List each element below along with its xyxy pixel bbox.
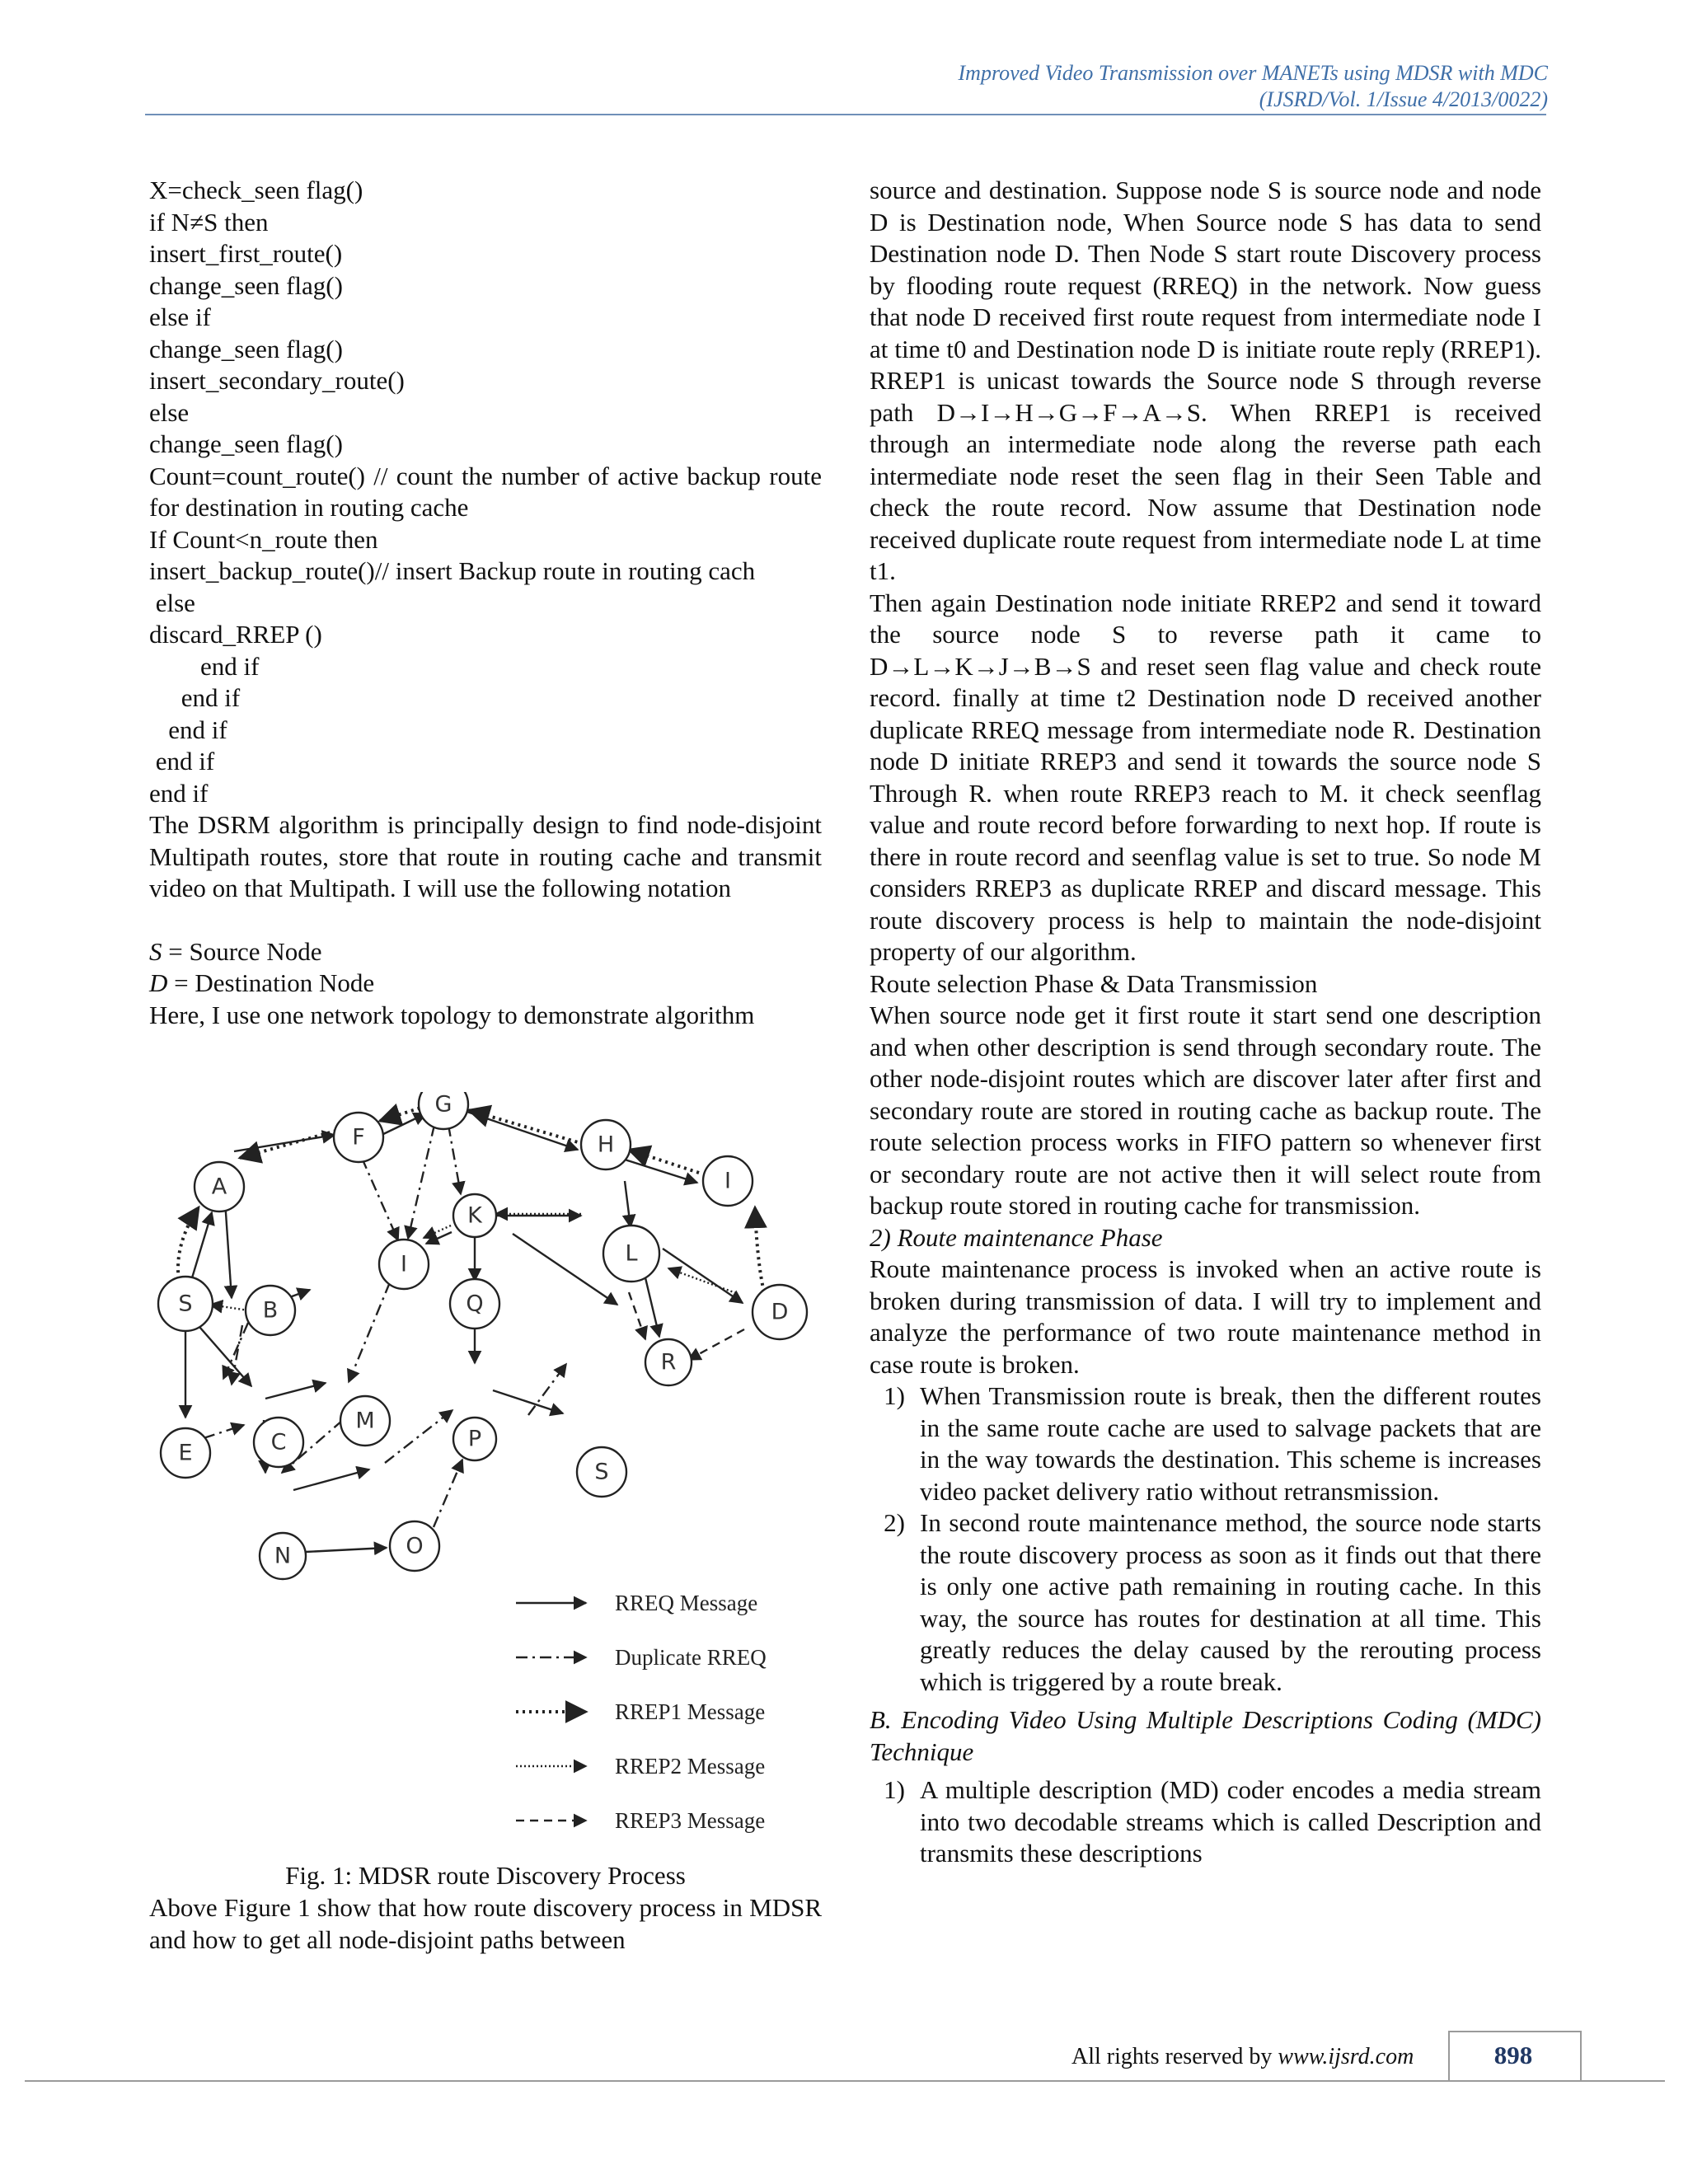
node-o [390, 1521, 439, 1571]
code-line: end if [149, 747, 215, 776]
code-line: X=check_seen flag() [149, 176, 363, 204]
node-s-source [158, 1277, 213, 1331]
svg-text:Q: Q [466, 1291, 484, 1317]
svg-text:L: L [625, 1240, 638, 1267]
svg-text:H: H [597, 1132, 615, 1158]
code-line: change_seen flag() [149, 270, 343, 300]
edge-rrep3 [629, 1292, 645, 1339]
node-p [453, 1418, 496, 1460]
footer-site-link[interactable]: www.ijsrd.com [1278, 2044, 1414, 2069]
node-g [419, 1092, 468, 1129]
code-line: end if [149, 715, 227, 744]
code-line: insert_secondary_route() [149, 366, 405, 395]
code-line: if N≠S then [149, 207, 269, 237]
svg-text:O: O [406, 1533, 424, 1559]
code-line: If Count<n_route then [149, 524, 378, 554]
edge-rreq [225, 1201, 232, 1298]
legend-label-rrep3: RREP3 Message [615, 1808, 766, 1833]
node-f [334, 1113, 383, 1162]
algorithm-paragraph: The DSRM algorithm is principally design to find node-disjoint Multipath routes, store that route in routing cache and transmit video on that Multipath. I will use the following notation [149, 810, 822, 902]
right-column [870, 175, 1541, 1870]
svg-text:F: F [352, 1124, 365, 1151]
edge-rreq [513, 1234, 617, 1305]
edge-rreq [380, 1113, 426, 1136]
edge-rreq [293, 1469, 369, 1490]
footer-rights: All rights reserved by www.ijsrd.com [1071, 2044, 1414, 2069]
code-line: else if [149, 302, 211, 331]
edge-rrep2 [668, 1268, 736, 1293]
mdsr-route-discovery-figure [149, 1092, 822, 1842]
svg-text:S: S [594, 1459, 609, 1485]
code-line: insert_first_route() [149, 239, 343, 268]
svg-text:I: I [724, 1168, 731, 1194]
edge-duplicate-rreq [349, 1282, 390, 1382]
edge-rreq [462, 1110, 578, 1150]
svg-text:M: M [355, 1408, 375, 1434]
edge-rreq [306, 1548, 387, 1552]
code-line: insert_backup_route()// insert Backup route in routing cach [149, 556, 756, 585]
list-item: 2) In second route maintenance method, the source node starts the route discovery process as soon as it finds out that there is only one active path remaining in routing cache. In this way, the source has routes for destination at all time. This greatly reduces the delay caused by the rerouting process which is triggered by a route break. [884, 1508, 1541, 1696]
edge-rreq [234, 1135, 335, 1151]
list-item: 1) When Transmission route is break, then the different routes in the same route cache are used to salvage packets that are in the way towards the destination. This scheme is increases video packet delivery ratio without retransmission. [884, 1381, 1541, 1506]
node-i-right [703, 1156, 753, 1206]
svg-text:N: N [274, 1543, 292, 1569]
left-column [149, 175, 822, 1031]
svg-text:A: A [211, 1174, 227, 1200]
node-q [450, 1279, 499, 1329]
edge-rreq [625, 1181, 631, 1227]
figure-explanation: Above Figure 1 show that how route discovery process in MDSR and how to get all node-disjoint paths between [149, 1893, 822, 1954]
node-b [246, 1286, 295, 1335]
subheading-route-selection: Route selection Phase & Data Transmission [870, 968, 1318, 998]
code-line: end if [149, 651, 260, 681]
svg-text:G: G [434, 1092, 452, 1118]
code-count-line: Count=count_route() // count the number of active backup route for destination in routing cache [149, 461, 822, 522]
notation-source: S = Source Node [149, 936, 322, 966]
svg-text:C: C [270, 1429, 287, 1455]
node-e [161, 1428, 210, 1478]
paragraph: Then again Destination node initiate RREP2 and send it toward the source node S to reverse path it came to D→L→K→J→B→S and reset seen flag value and check route record. finally at time t2 Destination node D received another duplicate RREQ message from intermediate node R. Destination node D initiate RREP3 and send it towards the source node S Through R. when route RREP3 reach to M. it check seenflag value and route record before forwarding to next hop. If route is there in route record and seenflag value is set to true. So node M considers RREP3 as duplicate RREP and discard message. This route discovery process is help to maintain the node-disjoint property of our algorithm. [870, 588, 1541, 966]
svg-text:R: R [660, 1349, 677, 1376]
header-rule [145, 114, 1546, 115]
paragraph: When source node get it first route it start send one description and when other description is send through secondary route. The other node-disjoint routes which are discover later after first and secondary route are stored in routing cache as backup route. The route selection process works in FIFO pattern so whenever first or secondary route are not active then it will select route from backup route stored in routing cache for transmission. [870, 1001, 1541, 1220]
node-k [453, 1194, 496, 1237]
code-line: else [149, 397, 190, 427]
node-d [753, 1285, 807, 1339]
topology-intro: Here, I use one network topology to demonstrate algorithm [149, 1000, 755, 1029]
svg-text:B: B [262, 1297, 279, 1324]
footer-rule [25, 2080, 1665, 2082]
svg-text:K: K [467, 1202, 482, 1229]
edge-rrep1 [469, 1110, 584, 1144]
list-item: 1) A multiple description (MD) coder encodes a media stream into two decodable streams which is called Description and transmits these descriptions [884, 1775, 1541, 1868]
edge-duplicate-rreq [385, 1410, 452, 1463]
edge-duplicate-rreq [434, 1460, 462, 1527]
node-n [260, 1533, 306, 1579]
node-h [581, 1120, 631, 1169]
edge-duplicate-rreq [362, 1158, 398, 1240]
figure-caption: Fig. 1: MDSR route Discovery Process [285, 1861, 686, 1890]
node-l [603, 1226, 659, 1282]
page-number: 898 [1493, 2041, 1533, 2069]
node-c [254, 1418, 303, 1467]
code-line: discard_RREP () [149, 620, 322, 649]
code-line: change_seen flag() [149, 429, 343, 458]
node-m [340, 1396, 390, 1446]
node-a [195, 1162, 244, 1212]
paragraph: source and destination. Suppose node S is source node and node D is Destination node, When Source node S has data to send Destination node D. Then Node S start route Discovery process by flooding route request (RREQ) in the network. Now guess that node D received first route request from intermediate node I at time t0 and Destination node D is initiate route reply (RREP1). RREP1 is unicast towards the Source node S through reverse path D→I→H→G→F→A→S. When RREP1 is received through an intermediate node along the reverse path each intermediate node reset the seen flag in their Seen Table and check the route record. Now assume that Destination node received duplicate route request from intermediate node L at time t1. [870, 176, 1541, 585]
edge-rreq [493, 1390, 563, 1413]
svg-text:D: D [771, 1299, 789, 1325]
edge-duplicate-rreq [204, 1425, 244, 1438]
edge-rrep1 [629, 1150, 699, 1173]
svg-text:P: P [467, 1426, 482, 1452]
edge-rreq [199, 1327, 251, 1386]
edge-rrep1 [240, 1131, 336, 1158]
edge-duplicate-rreq [448, 1125, 461, 1194]
svg-text:I: I [401, 1251, 407, 1277]
legend-label-rrep1: RREP1 Message [615, 1699, 766, 1724]
edge-rreq [265, 1383, 326, 1399]
edge-rrep2 [210, 1305, 248, 1310]
node-i-center [379, 1240, 429, 1289]
code-line: else [149, 588, 195, 617]
legend-label-duplicate: Duplicate RREQ [615, 1645, 767, 1670]
node-s-lower [577, 1447, 626, 1497]
code-line: end if [149, 683, 241, 712]
svg-text:E: E [178, 1440, 193, 1466]
legend-label-rreq: RREQ Message [615, 1591, 758, 1615]
edge-duplicate-rreq [223, 1323, 248, 1379]
svg-text:S: S [178, 1291, 193, 1317]
legend-label-rrep2: RREP2 Message [615, 1754, 766, 1779]
edge-duplicate-rreq [408, 1125, 434, 1239]
node-r [645, 1339, 692, 1385]
section-heading-b: B. Encoding Video Using Multiple Descriptions Coding (MDC) Technique [870, 1705, 1541, 1766]
subheading-route-maintenance: 2) Route maintenance Phase [870, 1222, 1163, 1252]
running-header-citation: (IJSRD/Vol. 1/Issue 4/2013/0022) [1259, 87, 1548, 111]
code-line: end if [149, 778, 209, 808]
edge-rreq [663, 1249, 743, 1303]
running-header-title: Improved Video Transmission over MANETs using MDSR with MDC [958, 61, 1548, 85]
code-line: change_seen flag() [149, 334, 343, 363]
edge-rrep2 [424, 1226, 451, 1238]
edge-rreq [426, 1232, 452, 1244]
edge-rrep3 [688, 1329, 744, 1360]
figure-legend [516, 1591, 767, 1833]
paragraph: Route maintenance process is invoked when an active route is broken during transmission of data. I will try to implement and analyze the performance of two route maintenance method in case route is broken. [870, 1254, 1541, 1379]
edge-rreq [625, 1160, 697, 1183]
notation-destination: D = Destination Node [149, 968, 375, 997]
